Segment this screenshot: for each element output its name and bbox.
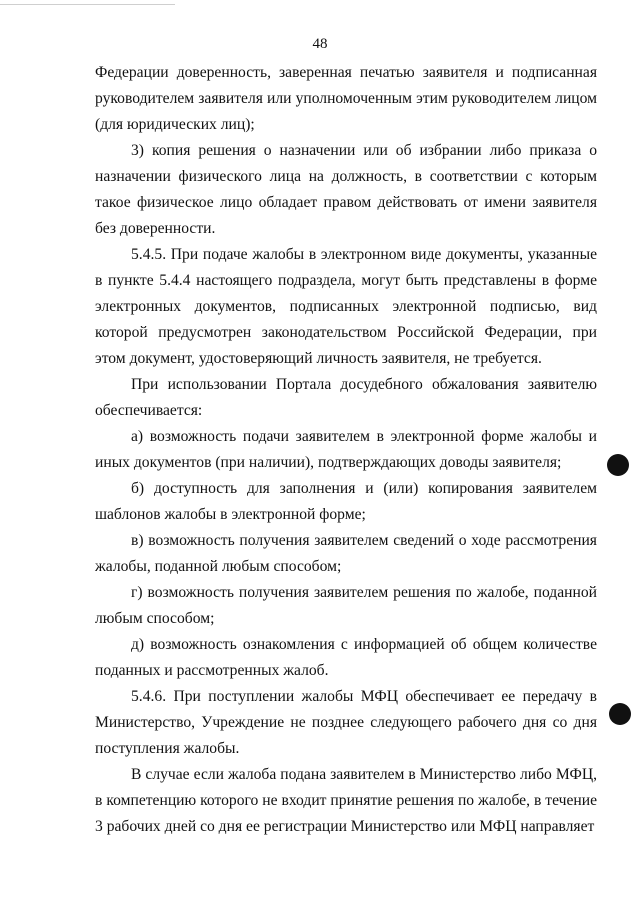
paragraph: При использовании Портала досудебного обжалования заявителю обеспечивается:	[95, 376, 597, 419]
paragraph: 5.4.5. При подаче жалобы в электронном виде документы, указанные в пункте 5.4.4 настоящего подраздела, могут быть представлены в форме электронных документов, подписанных электронной подписью, вид которой предусмотрен законодательством Российской Федерации, при этом документ, удостоверяющий личность заявителя, не требуется.	[95, 246, 597, 367]
paragraph: 3) копия решения о назначении или об избрании либо приказа о назначении физического лица на должность, в соответствии с которым такое физическое лицо обладает правом действовать от имени заявителя без доверенности.	[95, 142, 597, 237]
body-text	[95, 60, 597, 840]
punch-hole	[609, 703, 631, 725]
paragraph: В случае если жалоба подана заявителем в Министерство либо МФЦ, в компетенцию которого не входит принятие решения по жалобе, в течение 3 рабочих дней со дня ее регистрации Министерство или МФЦ направляет	[95, 766, 597, 835]
paragraph: а) возможность подачи заявителем в электронной форме жалобы и иных документов (при наличии), подтверждающих доводы заявителя;	[95, 428, 597, 471]
page-number: 48	[312, 36, 328, 52]
punch-hole	[607, 454, 629, 476]
scan-edge-line	[0, 4, 175, 5]
paragraph: в) возможность получения заявителем сведений о ходе рассмотрения жалобы, поданной любым способом;	[95, 532, 597, 575]
paragraph: г) возможность получения заявителем решения по жалобе, поданной любым способом;	[95, 584, 597, 627]
paragraph: 5.4.6. При поступлении жалобы МФЦ обеспечивает ее передачу в Министерство, Учреждение не позднее следующего рабочего дня со дня поступления жалобы.	[95, 688, 597, 757]
paragraph: Федерации доверенность, заверенная печатью заявителя и подписанная руководителем заявителя или уполномоченным этим руководителем лицом (для юридических лиц);	[95, 64, 597, 133]
paragraph: д) возможность ознакомления с информацией об общем количестве поданных и рассмотренных жалоб.	[95, 636, 597, 679]
paragraph: б) доступность для заполнения и (или) копирования заявителем шаблонов жалобы в электронной форме;	[95, 480, 597, 523]
